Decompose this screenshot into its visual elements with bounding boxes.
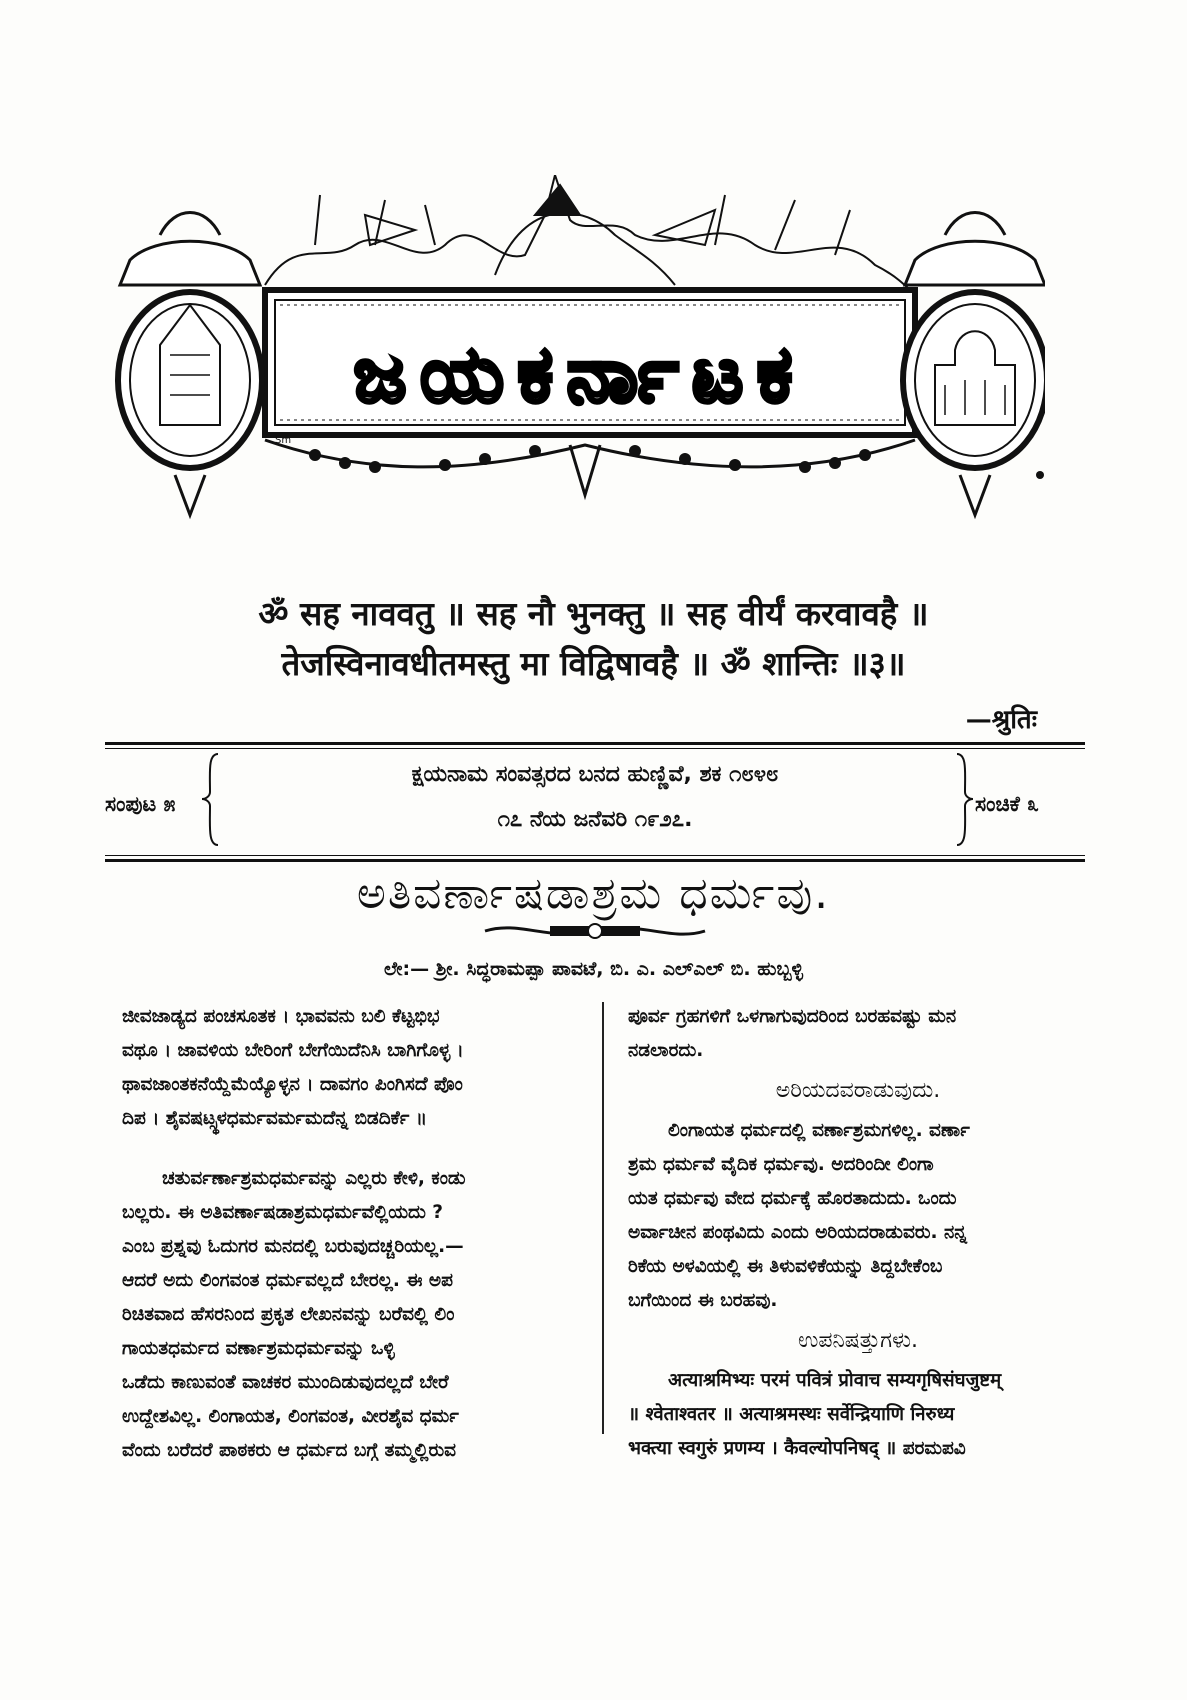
- paragraph-line: ॥ श्वेताश्वतर ॥ अत्याश्रमस्थः सर्वेन्द्रियाणि निरुध्य: [628, 1404, 955, 1425]
- paragraph-line: ಒಡೆದು ಕಾಣುವಂತೆ ವಾಚಕರ ಮುಂದಿಡುವುದಲ್ಲದೆ ಬೇರೆ: [122, 1372, 449, 1393]
- article-byline: ಲೇ:— ಶ್ರೀ. ಸಿದ್ಧರಾಮಪ್ಪಾ ಪಾವಟೆ, ಬಿ. ಎ. ಎಲ್‌ಎಲ್ ಬಿ. ಹುಬ್ಬಳ್ಳಿ: [383, 958, 804, 980]
- paragraph-line: ಶ್ರಮ ಧರ್ಮವೆ ವೈದಿಕ ಧರ್ಮವು. ಅದರಿಂದೀ ಲಿಂಗಾ: [628, 1154, 934, 1175]
- paragraph-line: ಆದರೆ ಅದು ಲಿಂಗವಂತ ಧರ್ಮವಲ್ಲದೆ ಬೇರಲ್ಲ. ಈ ಅಪ: [122, 1270, 453, 1291]
- verse-line: ಜೀವಜಾಡ್ಯದ ಪಂಚಸೂತಕ । ಭಾವವನು ಬಲಿ ಕೆಟ್ಟಭಿಭ: [122, 1006, 440, 1027]
- volume-number: ಸಂಪುಟ ೫: [105, 792, 176, 816]
- paragraph-line: ಚತುರ್ವರ್ಣಾಶ್ರಮಧರ್ಮವನ್ನು ಎಲ್ಲರು ಕೇಳಿ, ಕಂಡು: [162, 1168, 466, 1189]
- issue-number: ಸಂಚಿಕೆ ೩: [975, 792, 1039, 816]
- mantra-source: —श्रुतिः: [965, 705, 1037, 735]
- intro-paragraph: [122, 1162, 584, 1468]
- paragraph-line: ಲಿಂಗಾಯತ ಧರ್ಮದಲ್ಲಿ ವರ್ಣಾಶ್ರಮಗಳಿಲ್ಲ. ವರ್ಣಾ: [668, 1120, 970, 1141]
- paragraph-line: ಬಲ್ಲರು. ಈ ಅತಿವರ್ಣಾಷಡಾಶ್ರಮಧರ್ಮವೆಲ್ಲಿಯದು ?: [122, 1202, 444, 1223]
- mantra-line-2: तेजस्विनावधीतमस्तु मा विद्विषावहै ॥ ॐ शान्तिः ॥३॥: [281, 644, 906, 683]
- article-title: ಅತಿವರ್ಣಾಷಡಾಶ್ರಮ ಧರ್ಮವು.: [356, 868, 831, 919]
- paragraph-line: ಎಂಬ ಪ್ರಶ್ನವು ಓದುಗರ ಮನದಲ್ಲಿ ಬರುವುದಚ್ಚರಿಯಲ್ಲ.—: [122, 1236, 464, 1257]
- verse-line: ದಿಪ । ಶೈವಷಟ್ಸ್ಥಳಧರ್ಮವರ್ಮಮದೆನ್ನ ಬಿಡದಿರ್ಕೆ ॥: [122, 1108, 428, 1129]
- paragraph-line: ಗಾಯತಧರ್ಮದ ವರ್ಣಾಶ್ರಮಧರ್ಮವನ್ನು ಒಳ್ಳಿ: [122, 1338, 395, 1359]
- left-column: [122, 1000, 584, 1468]
- issue-date-line-2: ೧೭ ನೆಯ ಜನೆವರಿ ೧೯೨೭.: [497, 807, 693, 832]
- paragraph-line: ರಿಕೆಯ ಅಳವಿಯಲ್ಲಿ ಈ ತಿಳುವಳಿಕೆಯನ್ನು ತಿದ್ದಬೇಕೆಂಬ: [628, 1256, 943, 1277]
- newspaper-title: ಜಯಕರ್ನಾಟಕ: [353, 329, 807, 420]
- paragraph-line: भक्त्या स्वगुरुं प्रणम्य । कैवल्योपनिषद् ॥ ಪರಮಪವಿ: [628, 1438, 966, 1459]
- paragraph-line: ಬಗೆಯಿಂದ ಈ ಬರಹವು.: [628, 1290, 778, 1311]
- verse-line: ವಥೂ । ಜಾವಳಿಯ ಬೇರಿಂಗೆ ಬೇಗೆಯಿದೆನಿಸಿ ಬಾಗಿಗೊಳ್ಳ ।: [122, 1040, 464, 1061]
- paragraph-line: ವೆಂದು ಬರೆದರೆ ಪಾಠಕರು ಆ ಧರ್ಮದ ಬಗ್ಗೆ ತಮ್ಮಲ್ಲಿರುವ: [122, 1440, 457, 1461]
- brace-left: [200, 752, 220, 847]
- paragraph-line: ಯತ ಧರ್ಮವು ವೇದ ಧರ್ಮಕ್ಕೆ ಹೊರತಾದುದು. ಒಂದು: [628, 1188, 957, 1209]
- rule-bottom: [105, 859, 1085, 862]
- verse-block: [122, 1000, 584, 1136]
- verse-line: ಥಾವಜಾಂತಕನೆಯ್ದೆಮೆಯ್ಯೊಳ್ಳನ । ದಾವಗಂ ಪಿಂಗಿಸದೆ ಪೊಂ: [122, 1074, 463, 1095]
- rule-top: [105, 742, 1085, 745]
- paragraph-line: ರಿಚಿತವಾದ ಹೆಸರನಿಂದ ಪ್ರಕೃತ ಲೇಖನವನ್ನು ಬರೆವಲ್ಲಿ ಲಿಂ: [122, 1304, 455, 1325]
- masthead: [115, 175, 1045, 535]
- mantra-line-1: ॐ सह नाववतु ॥ सह नौ भुनक्तु ॥ सह वीर्यं करवावहै ॥: [258, 594, 929, 633]
- brace-right: [955, 752, 975, 847]
- issue-date-line-1: ಕ್ಷಯನಾಮ ಸಂವತ್ಸರದ ಬನದ ಹುಣ್ಣಿವೆ, ಶಕ ೧೮೪೮: [411, 762, 779, 787]
- section-heading-1: ಅರಿಯದವರಾಡುವುದು.: [775, 1078, 941, 1103]
- right-column: [628, 1000, 1088, 1466]
- rule-top-thin: [105, 748, 1085, 749]
- artist-mark: Sm: [275, 435, 292, 446]
- title-ornament: [480, 918, 710, 944]
- rule-bottom-thin: [105, 855, 1085, 856]
- paragraph-line: ಅರ್ವಾಚೀನ ಪಂಥವಿದು ಎಂದು ಅರಿಯದರಾಡುವರು. ನನ್ನ: [628, 1222, 968, 1243]
- paragraph-line: ಉದ್ದೇಶವಿಲ್ಲ. ಲಿಂಗಾಯತ, ಲಿಂಗವಂತ, ವೀರಶೈವ ಧರ್ಮ: [122, 1406, 459, 1427]
- paragraph-line: अत्याश्रमिभ्यः परमं पवित्रं प्रोवाच सम्यगृषिसंघजुष्टम्: [668, 1370, 1002, 1391]
- paragraph-line: ಪೂರ್ವ ಗ್ರಹಗಳಿಗೆ ಒಳಗಾಗುವುದರಿಂದ ಬರಹವಷ್ಟು ಮನ: [628, 1006, 957, 1027]
- paragraph-line: ನಡಲಾರದು.: [628, 1040, 704, 1061]
- column-divider: [602, 1002, 604, 1434]
- section-heading-2: ಉಪನಿಷತ್ತುಗಳು.: [797, 1328, 919, 1353]
